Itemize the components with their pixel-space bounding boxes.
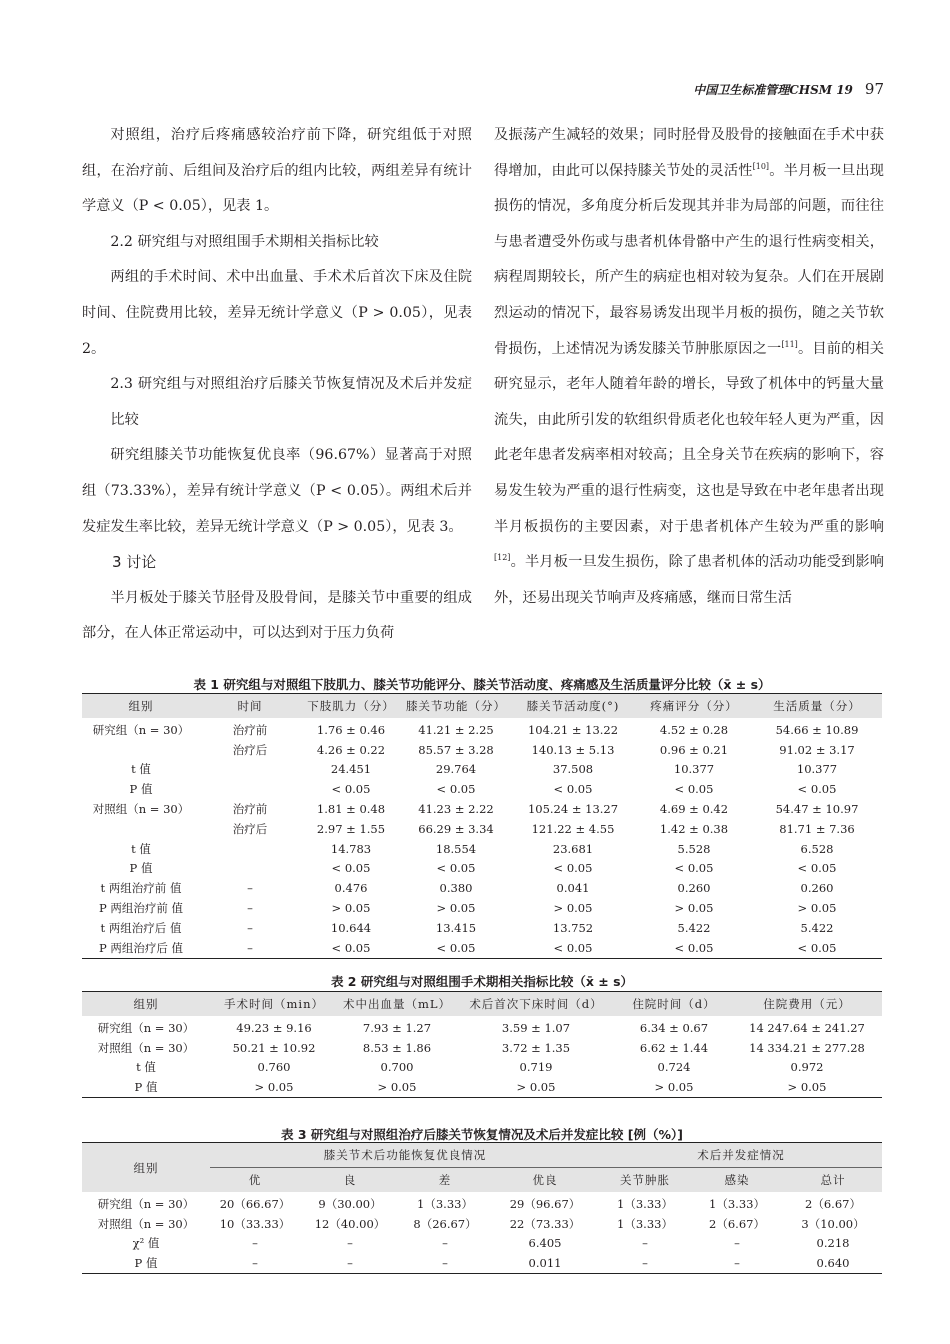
table-cell: 8.53 ± 1.86 [362, 1040, 432, 1055]
table-cell: 13.415 [435, 920, 477, 935]
table-cell: > 0.05 [377, 1080, 417, 1095]
table-cell: 29（96.67） [509, 1196, 581, 1211]
table1-header-cell: 膝关节功能（分） [402, 694, 510, 719]
table-cell: P 两组治疗前 值 [98, 901, 184, 916]
table3-subheader-cell: 差 [400, 1168, 490, 1193]
table-cell: 0.218 [816, 1236, 850, 1251]
table-cell: P 值 [134, 1080, 158, 1095]
table-row [82, 859, 882, 879]
table-row [82, 918, 882, 938]
section-heading: 2.3 研究组与对照组治疗后膝关节恢复情况及术后并发症比较 [110, 376, 472, 428]
table2-body [82, 1016, 882, 1098]
table-cell: > 0.05 [331, 901, 371, 916]
table-cell: 121.22 ± 4.55 [531, 821, 615, 836]
right-column [494, 118, 884, 616]
table-cell: 29.764 [435, 762, 477, 777]
citation: [11] [781, 339, 798, 349]
table-cell: 4.52 ± 0.28 [659, 722, 729, 737]
table-cell: t 值 [131, 762, 151, 777]
table1-header-cell: 组别 [82, 694, 200, 719]
table-cell: 54.47 ± 10.97 [775, 802, 859, 817]
table-cell: 66.29 ± 3.34 [418, 821, 494, 836]
citation: [12] [494, 553, 511, 563]
table-cell: P 值 [129, 861, 153, 876]
table-cell: 1（3.33） [617, 1196, 673, 1211]
table-cell: P 值 [134, 1256, 158, 1271]
table-row [82, 1192, 882, 1214]
table-cell: < 0.05 [436, 861, 476, 876]
table-cell: P 值 [129, 782, 153, 797]
table-cell: – [252, 1236, 258, 1251]
table1-header-cell: 时间 [200, 694, 300, 719]
table-cell: 0.724 [657, 1060, 691, 1075]
table2-header-cell: 住院费用（元） [732, 992, 882, 1017]
table-cell: > 0.05 [797, 901, 837, 916]
text-run: 。目前的相关研究显示，老年人随着年龄的增长，导致了机体中的钙量大量流失，由此所引发的软组织骨质老化也较年轻人更为严重，因此老年患者发病率相对较高；且全身关节在疾病的影响下，容易发生较为严重的退行性病变，这也是导致在中老年患者出现半月板损伤的主要因素，对于患者机体产生较为严重的影响 [494, 340, 884, 535]
table-cell: > 0.05 [516, 1080, 556, 1095]
table1-header-row [82, 694, 882, 719]
table-cell: 2（6.67） [805, 1196, 861, 1211]
table3-span-header: 术后并发症情况 [600, 1143, 882, 1168]
table-cell: 7.93 ± 1.27 [362, 1020, 432, 1035]
table-cell: 9（30.00） [318, 1196, 382, 1211]
table1-body [82, 718, 882, 958]
table-cell: 4.26 ± 0.22 [316, 742, 386, 757]
table3-subheader-cell: 良 [300, 1168, 400, 1193]
table-cell: > 0.05 [436, 901, 476, 916]
table2-caption: 表 2 研究组与对照组围手术期相关指标比较（x̄ ± s） [330, 974, 634, 989]
table-cell: – [734, 1236, 740, 1251]
table-cell: – [247, 940, 253, 955]
table-cell: 0.260 [677, 881, 711, 896]
table-cell: 6.405 [528, 1236, 562, 1251]
table-cell: – [734, 1256, 740, 1271]
table-cell: – [247, 901, 253, 916]
table3-group-header: 组别 [82, 1143, 210, 1193]
table-cell: χ² 值 [132, 1236, 160, 1251]
table-cell: 6.62 ± 1.44 [639, 1040, 709, 1055]
table-cell: 3.72 ± 1.35 [501, 1040, 571, 1055]
table-cell: < 0.05 [797, 782, 837, 797]
table-cell: t 值 [131, 841, 151, 856]
table-cell: < 0.05 [674, 782, 714, 797]
paragraph: 对照组，治疗后疼痛感较治疗前下降，研究组低于对照组，在治疗前、后组间及治疗后的组内比较，两组差异有统计学意义（P < 0.05），见表 1。 [82, 127, 472, 215]
table-cell: 0.380 [439, 881, 473, 896]
table-cell: 104.21 ± 13.22 [527, 722, 619, 737]
table-cell: 1（3.33） [417, 1196, 473, 1211]
table-row [82, 1038, 882, 1058]
table-row [82, 898, 882, 918]
journal-name: 中国卫生标准管理CHSM 19 [693, 83, 853, 97]
table-row [82, 878, 882, 898]
text-run: 。半月板一旦出现损伤的情况，多角度分析后发现其并非为局部的问题，而往往与患者遭受外伤或与患者机体骨骼中产生的退行性病变相关，病程周期较长，所产生的病症也相对较为复杂。人们在开展剧烈运动的情况下，最容易诱发出现半月板的损伤，随之关节软骨损伤，上述情况为诱发膝关节肿胀原因之一 [494, 162, 884, 357]
table-cell: 14.783 [330, 841, 372, 856]
table-cell: 0.719 [519, 1060, 553, 1075]
paragraph: 研究组膝关节功能恢复优良率（96.67%）显著高于对照组（73.33%），差异有统计学意义（P < 0.05）。两组术后并发症发生率比较，差异无统计学意义（P > 0.05），见表 3。 [82, 447, 472, 535]
table3 [82, 1142, 882, 1274]
table-cell: < 0.05 [331, 782, 371, 797]
left-column [82, 118, 472, 652]
table-cell: 治疗后 [232, 821, 268, 836]
table-cell: 23.681 [552, 841, 594, 856]
table-cell: 对照组（n = 30） [97, 1040, 195, 1055]
table-cell: 10.377 [673, 762, 715, 777]
table-cell: 0.700 [380, 1060, 414, 1075]
table-cell: 0.476 [334, 881, 368, 896]
table-row [82, 1253, 882, 1273]
table-cell: 4.69 ± 0.42 [659, 802, 729, 817]
table-cell: 14 334.21 ± 277.28 [749, 1040, 865, 1055]
table-cell: < 0.05 [797, 861, 837, 876]
table-cell: – [247, 881, 253, 896]
table-cell: 49.23 ± 9.16 [236, 1020, 312, 1035]
table2-header-cell: 术后首次下床时间（d） [456, 992, 616, 1017]
table-row [82, 779, 882, 799]
table-cell: 24.451 [330, 762, 372, 777]
table-cell: < 0.05 [674, 861, 714, 876]
table-cell: 37.508 [552, 762, 594, 777]
table-cell: 5.528 [677, 841, 711, 856]
table-cell: – [347, 1256, 353, 1271]
table-cell: > 0.05 [674, 901, 714, 916]
table-cell: 0.260 [800, 881, 834, 896]
table-cell: 对照组（n = 30） [97, 1216, 195, 1231]
table-cell [200, 779, 300, 799]
table-cell: 治疗前 [232, 722, 268, 737]
table-cell: 对照组（n = 30） [92, 802, 190, 817]
table-row [82, 938, 882, 958]
table2-header-cell: 组别 [82, 992, 210, 1017]
table-cell: 3.59 ± 1.07 [501, 1020, 571, 1035]
table-cell: 14 247.64 ± 241.27 [749, 1020, 865, 1035]
table-cell: 105.24 ± 13.27 [527, 802, 619, 817]
table-cell: 治疗后 [232, 742, 268, 757]
table-cell: 0.640 [816, 1256, 850, 1271]
table-cell: 10.377 [796, 762, 838, 777]
page-number: 97 [864, 80, 884, 98]
table-cell: 81.71 ± 7.36 [779, 821, 855, 836]
table3-subheader-cell: 优良 [490, 1168, 600, 1193]
table-cell: < 0.05 [331, 940, 371, 955]
table3-subheader-cell: 关节肿胀 [600, 1168, 690, 1193]
section-heading: 2.2 研究组与对照组围手术期相关指标比较 [110, 233, 379, 250]
table2-header-cell: 术中出血量（mL） [338, 992, 456, 1017]
table-row [82, 819, 882, 839]
table-cell: – [642, 1236, 648, 1251]
table-cell: < 0.05 [436, 940, 476, 955]
table3-span-header: 膝关节术后功能恢复优良情况 [210, 1143, 600, 1168]
table-cell: 6.34 ± 0.67 [639, 1020, 709, 1035]
table-row [82, 839, 882, 859]
table-cell: 0.972 [790, 1060, 824, 1075]
table3-caption: 表 3 研究组与对照组治疗后膝关节恢复情况及术后并发症比较 [例（%）] [281, 1127, 683, 1142]
table-cell: 0.011 [528, 1256, 562, 1271]
table-cell: 50.21 ± 10.92 [232, 1040, 316, 1055]
table-cell: < 0.05 [797, 940, 837, 955]
table-cell: 1（3.33） [617, 1216, 673, 1231]
table-cell: > 0.05 [787, 1080, 827, 1095]
table-cell [200, 760, 300, 780]
table-cell: 10（33.33） [219, 1216, 291, 1231]
table1 [82, 693, 882, 959]
table-cell: 1.81 ± 0.48 [316, 802, 386, 817]
table1-header-cell: 疼痛评分（分） [636, 694, 752, 719]
table-cell: 91.02 ± 3.17 [779, 742, 855, 757]
table-cell: 研究组（n = 30） [97, 1196, 195, 1211]
table1-header-cell: 下肢肌力（分） [300, 694, 402, 719]
table-cell: < 0.05 [674, 940, 714, 955]
table-cell: 0.041 [556, 881, 590, 896]
table-cell: 3（10.00） [801, 1216, 865, 1231]
table-cell: > 0.05 [553, 901, 593, 916]
table-row [82, 718, 882, 740]
table-cell: 10.644 [330, 920, 372, 935]
table2-header-cell: 手术时间（min） [210, 992, 338, 1017]
table-cell: 5.422 [677, 920, 711, 935]
table-cell [82, 819, 200, 839]
table-cell: 13.752 [552, 920, 594, 935]
table-cell: 研究组（n = 30） [92, 722, 190, 737]
table-cell: t 两组治疗后 值 [100, 920, 182, 935]
text-run: 。半月板一旦发生损伤，除了患者机体的活动功能受到影响外，还易出现关节响声及疼痛感，继而日常生活 [494, 554, 884, 606]
running-header [693, 80, 884, 98]
table-cell: 8（26.67） [413, 1216, 477, 1231]
table3-subheader-cell: 优 [210, 1168, 300, 1193]
table-cell: < 0.05 [436, 782, 476, 797]
table-cell: 治疗前 [232, 802, 268, 817]
table-cell: – [252, 1256, 258, 1271]
table-cell: 20（66.67） [219, 1196, 291, 1211]
table-cell: 41.23 ± 2.22 [418, 802, 494, 817]
table-cell: 0.96 ± 0.21 [659, 742, 729, 757]
table-cell: – [347, 1236, 353, 1251]
table-cell: 5.422 [800, 920, 834, 935]
table-cell: 研究组（n = 30） [97, 1020, 195, 1035]
table-row [82, 799, 882, 819]
table-cell: 18.554 [435, 841, 477, 856]
paragraph [494, 118, 884, 616]
text-run: 及振荡产生减轻的效果；同时胫骨及股骨的接触面在手术中获得增加，由此可以保持膝关节处的灵活性 [494, 127, 884, 179]
table2-header-cell: 住院时间（d） [616, 992, 732, 1017]
table-row [82, 1016, 882, 1038]
citation: [10] [752, 161, 770, 171]
table-cell: 6.528 [800, 841, 834, 856]
table1-header-cell: 生活质量（分） [752, 694, 882, 719]
table-cell [200, 859, 300, 879]
table-cell: 85.57 ± 3.28 [418, 742, 494, 757]
table3-subheader-cell: 总计 [784, 1168, 882, 1193]
table-cell: t 值 [136, 1060, 156, 1075]
section-heading: 3 讨论 [112, 553, 157, 572]
table-cell: < 0.05 [553, 861, 593, 876]
table1-header-cell: 膝关节活动度(°) [510, 694, 636, 719]
table-cell: 2（6.67） [709, 1216, 765, 1231]
table2-header-row [82, 992, 882, 1017]
table-cell: 1（3.33） [709, 1196, 765, 1211]
table-cell: P 两组治疗后 值 [98, 940, 184, 955]
table-cell: 1.42 ± 0.38 [659, 821, 729, 836]
table-cell: – [247, 920, 253, 935]
table-cell: < 0.05 [553, 782, 593, 797]
table-cell: > 0.05 [254, 1080, 294, 1095]
table-cell: < 0.05 [553, 940, 593, 955]
table-row [82, 1077, 882, 1097]
paragraph: 两组的手术时间、术中出血量、手术术后首次下床及住院时间、住院费用比较，差异无统计学意义（P > 0.05），见表 2。 [82, 269, 472, 357]
table-cell: 22（73.33） [509, 1216, 581, 1231]
table-cell: < 0.05 [331, 861, 371, 876]
table-cell: 140.13 ± 5.13 [531, 742, 615, 757]
table-cell: 0.760 [257, 1060, 291, 1075]
table-cell: 12（40.00） [314, 1216, 386, 1231]
table-cell: – [442, 1236, 448, 1251]
table3-subheader-cell: 感染 [690, 1168, 784, 1193]
table-cell: 41.21 ± 2.25 [418, 722, 494, 737]
table-row [82, 1234, 882, 1254]
table-cell: – [442, 1256, 448, 1271]
table-cell: – [642, 1256, 648, 1271]
paragraph: 半月板处于膝关节胫骨及股骨间，是膝关节中重要的组成部分，在人体正常运动中，可以达到对于压力负荷 [82, 589, 472, 642]
table-cell: > 0.05 [654, 1080, 694, 1095]
table3-body [82, 1192, 882, 1274]
table-cell: 1.76 ± 0.46 [316, 722, 386, 737]
table-row [82, 760, 882, 780]
table-row [82, 1214, 882, 1234]
table-cell: 2.97 ± 1.55 [316, 821, 386, 836]
table-cell: t 两组治疗前 值 [100, 881, 182, 896]
table1-caption: 表 1 研究组与对照组下肢肌力、膝关节功能评分、膝关节活动度、疼痛感及生活质量评分比较（x̄ ± s） [193, 677, 771, 692]
table-cell [200, 839, 300, 859]
table-row [82, 1058, 882, 1078]
table-cell [82, 740, 200, 760]
table-row [82, 740, 882, 760]
table-cell: 54.66 ± 10.89 [775, 722, 859, 737]
table2 [82, 991, 882, 1098]
